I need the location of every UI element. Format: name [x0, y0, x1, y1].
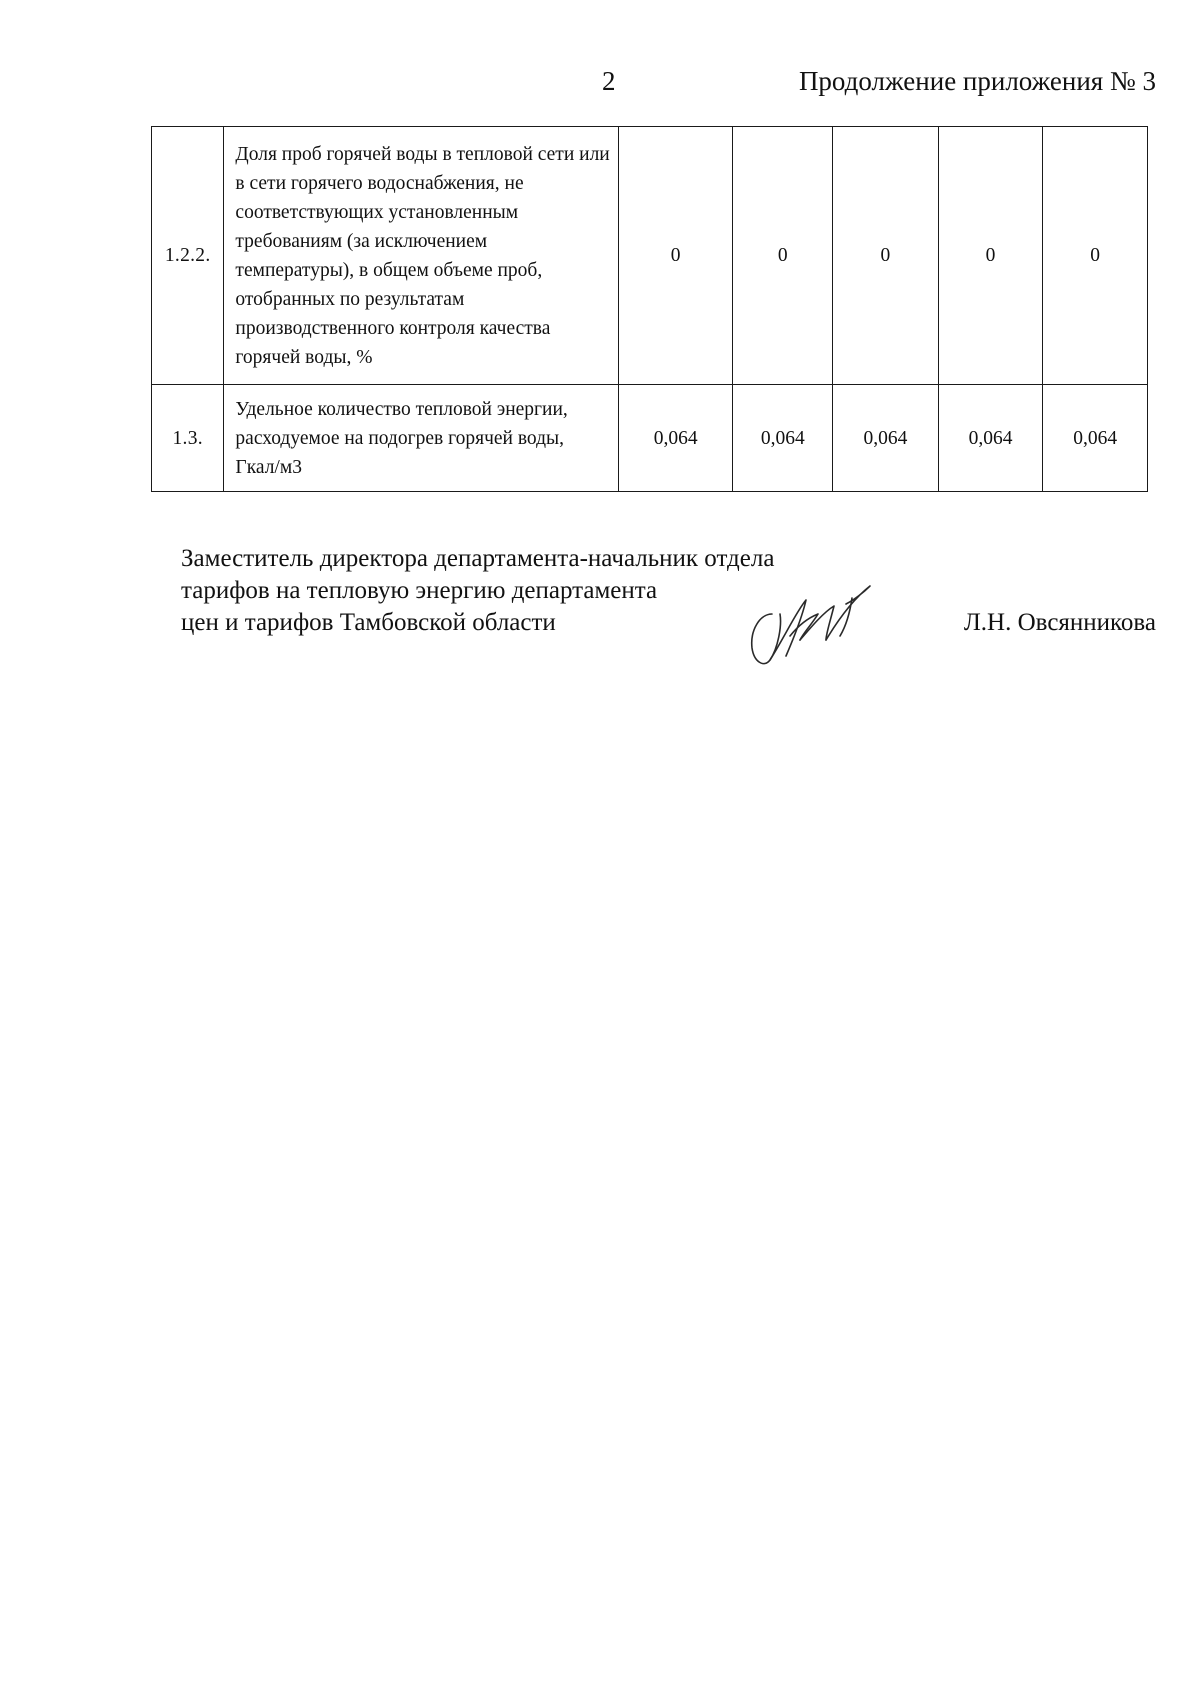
signatory-position-line: Заместитель директора департамента-начальник отдела	[181, 545, 775, 572]
value-cell: 0	[1043, 127, 1148, 385]
value-cell: 0,064	[938, 385, 1043, 492]
appendix-continuation-note: Продолжение приложения № 3	[798, 66, 1156, 96]
value-cell: 0,064	[833, 385, 939, 492]
handwritten-signature	[742, 578, 892, 678]
row-number: 1.3.	[152, 385, 224, 492]
table-row	[152, 127, 1148, 385]
signatory-position	[181, 543, 774, 639]
signatory-position-line: цен и тарифов Тамбовской области	[181, 609, 556, 636]
value-cell: 0	[938, 127, 1043, 385]
row-description: Доля проб горячей воды в тепловой сети или в сети горячего водоснабжения, не соответствующих установленным требованиям (за исключением температуры), в общем объеме проб, отобранных по результатам производственного контроля качества горячей воды, %	[224, 127, 618, 385]
value-cell: 0	[618, 127, 733, 385]
value-cell: 0	[733, 127, 833, 385]
value-cell: 0	[833, 127, 939, 385]
indicators-table	[151, 126, 1148, 492]
value-cell: 0,064	[618, 385, 733, 492]
page-number: 2	[602, 66, 616, 96]
signatory-position-line: тарифов на тепловую энергию департамента	[181, 577, 658, 604]
row-number: 1.2.2.	[152, 127, 224, 385]
signatory-name: Л.Н. Овсянникова	[963, 609, 1156, 636]
value-cell: 0,064	[1043, 385, 1148, 492]
row-description: Удельное количество тепловой энергии, расходуемое на подогрев горячей воды, Гкал/м3	[224, 385, 618, 492]
table-row	[152, 385, 1148, 492]
value-cell: 0,064	[733, 385, 833, 492]
